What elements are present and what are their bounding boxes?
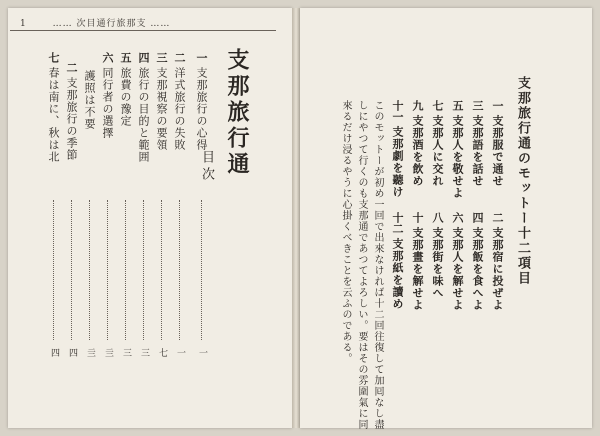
motto-text: 支那語を話せ bbox=[471, 115, 484, 187]
toc-entry-number: 七 bbox=[47, 52, 60, 63]
motto-item bbox=[432, 100, 443, 187]
motto-item bbox=[452, 212, 463, 311]
motto-text: 支那人を解せよ bbox=[451, 227, 464, 311]
motto-number: 六 bbox=[451, 212, 464, 223]
toc-entry-title: 春は南に、秋は北 bbox=[47, 67, 60, 163]
motto-text: 支那劇を聽け bbox=[391, 126, 404, 198]
toc-entry-title: 旅行の目的と範囲 bbox=[137, 67, 150, 163]
motto-item bbox=[452, 100, 463, 199]
toc-entry-number: 六 bbox=[101, 52, 114, 63]
motto-text: 支那畫を解せよ bbox=[411, 227, 424, 311]
motto-text: 支那宿に投ぜよ bbox=[491, 227, 504, 311]
toc-page-number: 四 bbox=[67, 348, 77, 357]
paragraph-line: このモットーが初め一回で出來なければ十二回往復して加囘なし盡 bbox=[372, 100, 383, 430]
toc-entry-number: 三 bbox=[155, 52, 168, 63]
toc-leader bbox=[107, 200, 108, 340]
toc-leader bbox=[179, 200, 180, 340]
toc-entry bbox=[48, 52, 59, 163]
motto-item bbox=[472, 100, 483, 187]
motto-text: 支那服で通せ bbox=[491, 115, 504, 187]
motto-title: 支那旅行通のモットー十二項目 bbox=[515, 76, 530, 286]
toc-entry-title: 旅費の豫定 bbox=[119, 67, 132, 127]
motto-number: 三 bbox=[471, 100, 484, 111]
motto-item bbox=[492, 100, 503, 187]
motto-item bbox=[392, 100, 403, 198]
toc-entry-title: 同行者の選擇 bbox=[101, 67, 114, 139]
toc-leader bbox=[143, 200, 144, 340]
running-header-text: …… 次目通行旅那支 …… bbox=[52, 19, 171, 29]
toc-chapter-title: 支那旅行の季節 bbox=[65, 77, 78, 161]
toc-entry-number: 一 bbox=[195, 52, 208, 63]
toc-label: 目次 bbox=[199, 150, 214, 184]
paragraph-line: 來るだけ浸るやうに心掛くべきことを云ふのである。 bbox=[340, 100, 351, 364]
motto-number: 十二 bbox=[391, 212, 404, 234]
motto-text: 支那飯を食へよ bbox=[471, 227, 484, 311]
motto-text: 支那紙を讀め bbox=[391, 238, 404, 310]
motto-number: 四 bbox=[471, 212, 484, 223]
toc-entry bbox=[120, 52, 131, 127]
motto-text: 支那人に交れ bbox=[431, 115, 444, 187]
toc-leader bbox=[53, 200, 54, 340]
motto-number: 八 bbox=[431, 212, 444, 223]
toc-page-number: 亖 bbox=[103, 348, 113, 357]
motto-number: 十一 bbox=[391, 100, 404, 122]
motto-number: 一 bbox=[491, 100, 504, 111]
motto-text: 支那人を敬せよ bbox=[451, 115, 464, 199]
book-title: 支那旅行通 bbox=[224, 48, 250, 178]
toc-leader bbox=[125, 200, 126, 340]
motto-item bbox=[392, 212, 403, 310]
toc-entry-number: 五 bbox=[119, 52, 132, 63]
running-header bbox=[20, 16, 170, 29]
toc-leader bbox=[201, 200, 202, 340]
toc-leader bbox=[71, 200, 72, 340]
motto-item bbox=[412, 100, 423, 187]
motto-number: 五 bbox=[451, 100, 464, 111]
toc-page-number: 一 bbox=[175, 348, 185, 357]
motto-text: 支那酒を飲め bbox=[411, 115, 424, 187]
motto-number: 二 bbox=[491, 212, 504, 223]
toc-leader bbox=[89, 200, 90, 340]
toc-entry bbox=[196, 52, 207, 151]
motto-number: 九 bbox=[411, 100, 424, 111]
toc-page-number: 一 bbox=[197, 348, 207, 357]
toc-entry bbox=[102, 52, 113, 139]
motto-item bbox=[432, 212, 443, 299]
toc-page-number: 三 bbox=[121, 348, 131, 357]
toc-page-number: 亖 bbox=[85, 348, 95, 357]
motto-text: 支那街を味へ bbox=[431, 227, 444, 299]
motto-item bbox=[472, 212, 483, 311]
toc-entry-number: 四 bbox=[137, 52, 150, 63]
book-gutter bbox=[292, 8, 300, 428]
toc-entry-title: 支那旅行の心得 bbox=[195, 67, 208, 151]
toc-chapter bbox=[66, 62, 77, 161]
toc-page-number: 七 bbox=[157, 348, 167, 357]
toc-entry-number: 二 bbox=[173, 52, 186, 63]
toc-entry bbox=[174, 52, 185, 151]
page-number: 1 bbox=[20, 19, 27, 29]
motto-item bbox=[412, 212, 423, 311]
header-rule bbox=[10, 30, 276, 31]
motto-number: 十 bbox=[411, 212, 424, 223]
toc-entry bbox=[138, 52, 149, 163]
paragraph-line: しにやつて行くのも支那通であつてよろしい。要はその雰圍氣に同 bbox=[356, 100, 367, 430]
toc-chapter-number: 二 bbox=[65, 62, 78, 73]
motto-item bbox=[492, 212, 503, 311]
toc-page-number: 四 bbox=[49, 348, 59, 357]
toc-entry bbox=[84, 66, 95, 130]
toc-entry-title: 洋式旅行の失敗 bbox=[173, 67, 186, 151]
toc-page-number: 三 bbox=[139, 348, 149, 357]
toc-entry-title: 支那視察の要領 bbox=[155, 67, 168, 151]
toc-leader bbox=[161, 200, 162, 340]
toc-entry bbox=[156, 52, 167, 151]
motto-number: 七 bbox=[431, 100, 444, 111]
toc-entry-title: 護照は不要 bbox=[83, 70, 96, 130]
